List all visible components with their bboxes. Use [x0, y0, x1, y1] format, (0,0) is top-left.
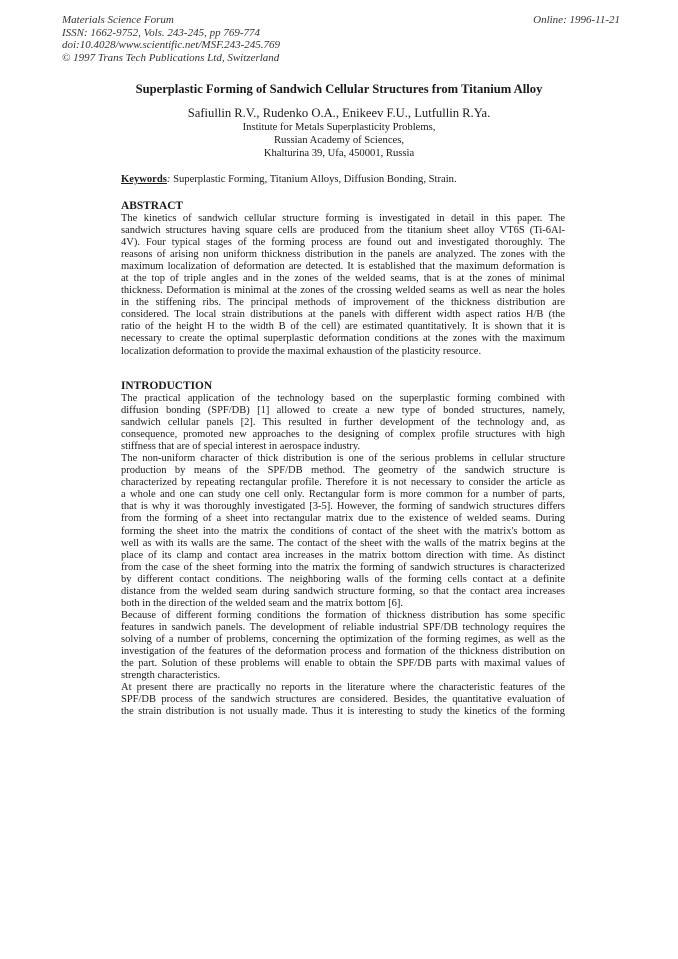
text-line: features in sandwich panels. The development of reliable industrial SPF/DB technology requires the: [121, 621, 565, 633]
text-line: SPF/DB process of the sandwich structures are considered. Besides, the quantitative evaluation of: [121, 694, 565, 706]
text-line: that is why it was thoroughly investigated [3-5]. However, the forming of sandwich structures differs: [121, 501, 565, 513]
text-line: at the top of triple angles and in the zones of the welded seams, that is at the zones of minimal: [121, 273, 565, 285]
affiliation: [0, 121, 678, 160]
keywords: [121, 174, 457, 185]
text-line: by different contact conditions. The neighboring walls of the forming cells contact at a definite: [121, 573, 565, 585]
text-line: from the forming of a sheet into rectangular matrix due to the existence of welded seams. During: [121, 513, 565, 525]
paper-authors: Safiullin R.V., Rudenko O.A., Enikeev F.U., Lutfullin R.Ya.: [187, 106, 491, 120]
text-line: sandwich structures having square cells are produced from the titanium sheet alloy VT6S (Ti-6Al-: [121, 225, 565, 237]
text-line: necessary to create the optimal superplastic deformation conditions at the zones with the maximum: [121, 333, 565, 345]
text-line: investigation of the features of the deformation process and formation of the thickness distribution on: [121, 645, 565, 657]
text-line: place of its clamp and contact area increases in the matrix bottom direction with time. As distinct: [121, 549, 565, 561]
text-line: in the stiffening ribs. The principal methods of improvement of the thickness distribution are: [121, 297, 565, 309]
text-line: At present there are practically no reports in the literature where the characteristic features of the: [121, 682, 565, 694]
introduction-body: [121, 393, 565, 718]
text-line: The non-uniform character of thick distribution is one of the serious problems in cellular structure: [121, 453, 565, 465]
affiliation-line: Khalturina 39, Ufa, 450001, Russia: [263, 148, 415, 159]
text-line: stiffness that are of special interest in aerospace industry.: [121, 441, 361, 453]
text-line: Because of different forming conditions the formation of thickness distribution has some specific: [121, 609, 565, 621]
doi-line: doi:10.4028/www.scientific.net/MSF.243-245.769: [62, 39, 281, 51]
text-line: production by means of the SPF/DB method. The geometry of the sandwich structure is: [121, 465, 565, 477]
text-line: sandwich cellular panels [2]. This resulted in further development of the technology and, as: [121, 417, 565, 429]
journal-name: Materials Science Forum: [62, 14, 174, 26]
text-line: 4V). Four typical stages of the forming process are found out and investigated thoroughly. The: [121, 237, 565, 249]
text-line: a whole and one can study one cell only. Rectangular form is more common for a number of parts,: [121, 489, 565, 501]
keywords-label: Keywords: [121, 174, 167, 185]
text-line: thickness. Deformation is minimal at the zones of the crossing welded seams as well as near the holes: [121, 285, 565, 297]
text-line: well as with its walls are the same. The contact of the sheet with the walls of the matrix begins at the: [121, 537, 565, 549]
text-line: ratio of the height H to the width B of the cell) are estimated quantitatively. It is shown that it is: [121, 321, 565, 333]
journal-info: [62, 14, 280, 64]
affiliation-line: Institute for Metals Superplasticity Problems,: [242, 122, 436, 133]
text-line: distance from the welded seam during sandwich structure forming, so that the contact area increases: [121, 585, 565, 597]
copyright-line: © 1997 Trans Tech Publications Ltd, Switzerland: [62, 51, 280, 64]
online-date: Online: 1996-11-21: [533, 14, 620, 26]
keywords-text: Superplastic Forming, Titanium Alloys, Diffusion Bonding, Strain.: [170, 174, 457, 185]
text-line: The practical application of the technology based on the superplastic forming combined with: [121, 393, 565, 404]
paper-title: Superplastic Forming of Sandwich Cellular Structures from Titanium Alloy: [135, 82, 543, 96]
text-line: localization deformation to provide the maximal exhaustion of the plasticity resource.: [121, 345, 482, 357]
text-line: reasons of arising non uniform thickness distribution in the panels are analyzed. The zones with the: [121, 249, 565, 261]
text-line: diffusion bonding (SPF/DB) [1] allowed to create a new type of bonded structures, namely,: [121, 405, 565, 417]
introduction-heading: INTRODUCTION: [121, 380, 213, 392]
abstract-heading: ABSTRACT: [121, 200, 184, 212]
text-line: the part. Solution of these problems will enable to obtain the SPF/DB parts with maximal values of: [121, 658, 565, 670]
text-line: maximum localization of deformation are detected. It is established that the maximum deformation is: [121, 261, 565, 273]
issn-line: ISSN: 1662-9752, Vols. 243-245, pp 769-774: [62, 26, 260, 39]
text-line: considered. The local strain distributions at the panels with different width aspect ratios H/B (the: [121, 309, 565, 321]
abstract-body: [121, 213, 565, 358]
keywords-colon: :: [166, 174, 171, 185]
text-line: forming the sheet into the matrix the conditions of contact of the sheet with the matrix's bottom as: [121, 525, 565, 537]
text-line: the strain distribution is not usually made. Thus it is interesting to study the kinetics of the forming: [121, 706, 565, 718]
text-line: solving of a number of problems, concerning the optimization of the forming regimes, as well as the: [121, 633, 565, 645]
text-line: consequence, promoted new approaches to the designing of complex profile structures with high: [121, 429, 565, 441]
affiliation-line: Russian Academy of Sciences,: [273, 135, 405, 146]
text-line: from the case of the sheet forming into the matrix the forming of sandwich structures is characterized: [121, 561, 565, 573]
text-line: strength characteristics.: [121, 670, 221, 682]
text-line: characterized by repeating rectangular profile. Therefore it is not necessary to consider the article as: [121, 477, 565, 489]
text-line: The kinetics of sandwich cellular structure forming is investigated in detail in this paper. The: [121, 213, 565, 224]
text-line: both in the direction of the welded seam and the matrix bottom [6].: [121, 597, 403, 609]
